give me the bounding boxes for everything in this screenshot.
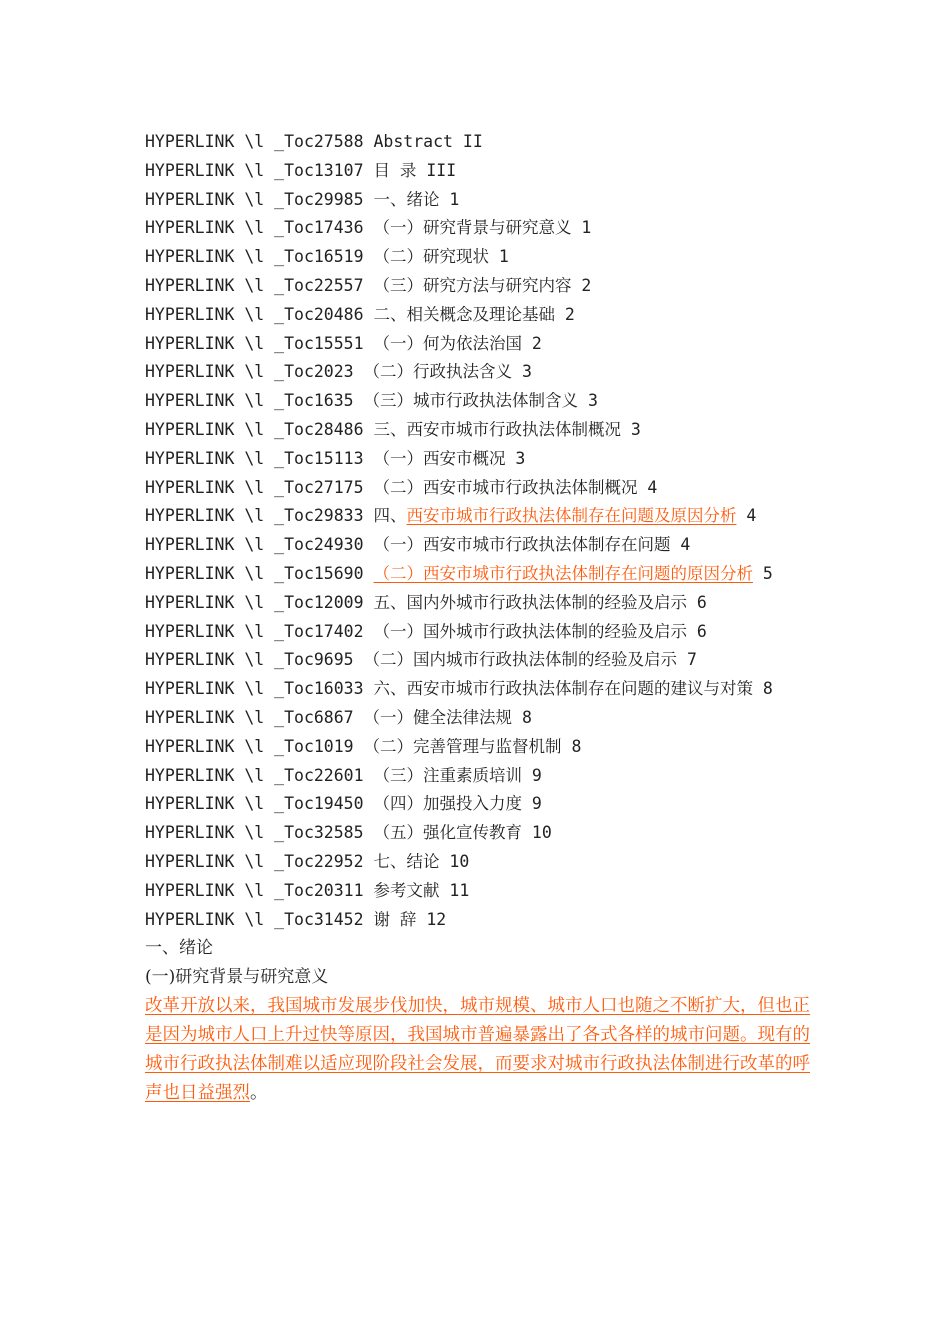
toc-entry[interactable]: HYPERLINK \l _Toc24930 （一）西安市城市行政执法体制存在问题 4 [145,535,691,555]
chapter-heading: 一、绪论 [145,938,213,959]
toc-entry[interactable]: HYPERLINK \l _Toc27175 （二）西安市城市行政执法体制概况 4 [145,477,658,497]
toc-entry[interactable]: HYPERLINK \l _Toc29985 一、绪论 1 [145,189,460,209]
toc-entry[interactable]: HYPERLINK \l _Toc19450 （四）加强投入力度 9 [145,794,542,814]
paragraph-end-punctuation: 。 [250,1083,268,1104]
toc-entry-link[interactable]: 西安市城市行政执法体制存在问题及原因分析 [406,506,737,526]
toc-entry-prefix: HYPERLINK \l _Toc15690 [145,563,374,583]
toc-entry[interactable] [145,560,815,589]
toc-entry-prefix: HYPERLINK \l _Toc29833 四、 [145,506,407,526]
toc-entry[interactable]: HYPERLINK \l _Toc13107 目 录 III [145,160,457,180]
toc-entry[interactable]: HYPERLINK \l _Toc9695 （二）国内城市行政执法体制的经验及启示 7 [145,650,697,670]
toc-entry[interactable]: HYPERLINK \l _Toc20311 参考文献 11 [145,880,470,900]
document-page [145,128,815,1108]
section-heading: (一)研究背景与研究意义 [145,967,329,988]
toc-entry[interactable]: HYPERLINK \l _Toc31452 谢 辞 12 [145,909,447,929]
toc-entry[interactable]: HYPERLINK \l _Toc28486 三、西安市城市行政执法体制概况 3 [145,419,641,439]
toc-entry[interactable]: HYPERLINK \l _Toc16519 （二）研究现状 1 [145,247,509,267]
toc-entry[interactable]: HYPERLINK \l _Toc12009 五、国内外城市行政执法体制的经验及启示 6 [145,592,707,612]
toc-entry[interactable]: HYPERLINK \l _Toc6867 （一）健全法律法规 8 [145,707,532,727]
toc-entry-link[interactable]: （二）西安市城市行政执法体制存在问题的原因分析 [373,563,753,583]
body-paragraph [145,992,815,1108]
highlighted-text[interactable]: 改革开放以来，我国城市发展步伐加快，城市规模、城市人口也随之不断扩大，但也正是因为城市人口上升过快等原因，我国城市普遍暴露出了各式各样的城市问题。现有的城市行政执法体制难以适应现阶段社会发展，而要求对城市行政执法体制进行改革的呼声也日益强烈 [145,996,810,1104]
toc-entry[interactable]: HYPERLINK \l _Toc1635 （三）城市行政执法体制含义 3 [145,391,598,411]
toc-entry[interactable]: HYPERLINK \l _Toc17436 （一）研究背景与研究意义 1 [145,218,592,238]
toc-entry[interactable]: HYPERLINK \l _Toc17402 （一）国外城市行政执法体制的经验及启示 6 [145,621,707,641]
toc-entry[interactable]: HYPERLINK \l _Toc32585 （五）强化宣传教育 10 [145,823,552,843]
toc-entry[interactable]: HYPERLINK \l _Toc20486 二、相关概念及理论基础 2 [145,304,575,324]
toc-entry[interactable]: HYPERLINK \l _Toc22557 （三）研究方法与研究内容 2 [145,275,592,295]
toc-entry[interactable]: HYPERLINK \l _Toc1019 （二）完善管理与监督机制 8 [145,736,582,756]
toc-entry[interactable]: HYPERLINK \l _Toc15551 （一）何为依法治国 2 [145,333,542,353]
toc-entry-page-number: 5 [752,563,773,583]
toc-entry[interactable]: HYPERLINK \l _Toc2023 （二）行政执法含义 3 [145,362,532,382]
toc-entry[interactable]: HYPERLINK \l _Toc15113 （一）西安市概况 3 [145,448,526,468]
toc-entry[interactable]: HYPERLINK \l _Toc22601 （三）注重素质培训 9 [145,765,542,785]
toc-entry[interactable]: HYPERLINK \l _Toc16033 六、西安市城市行政执法体制存在问题的建议与对策 8 [145,679,773,699]
toc-entry[interactable] [145,502,815,531]
toc-entry[interactable]: HYPERLINK \l _Toc22952 七、结论 10 [145,851,470,871]
toc-entry[interactable]: HYPERLINK \l _Toc27588 Abstract II [145,132,483,151]
table-of-contents [145,128,815,934]
toc-entry-page-number: 4 [736,506,757,526]
